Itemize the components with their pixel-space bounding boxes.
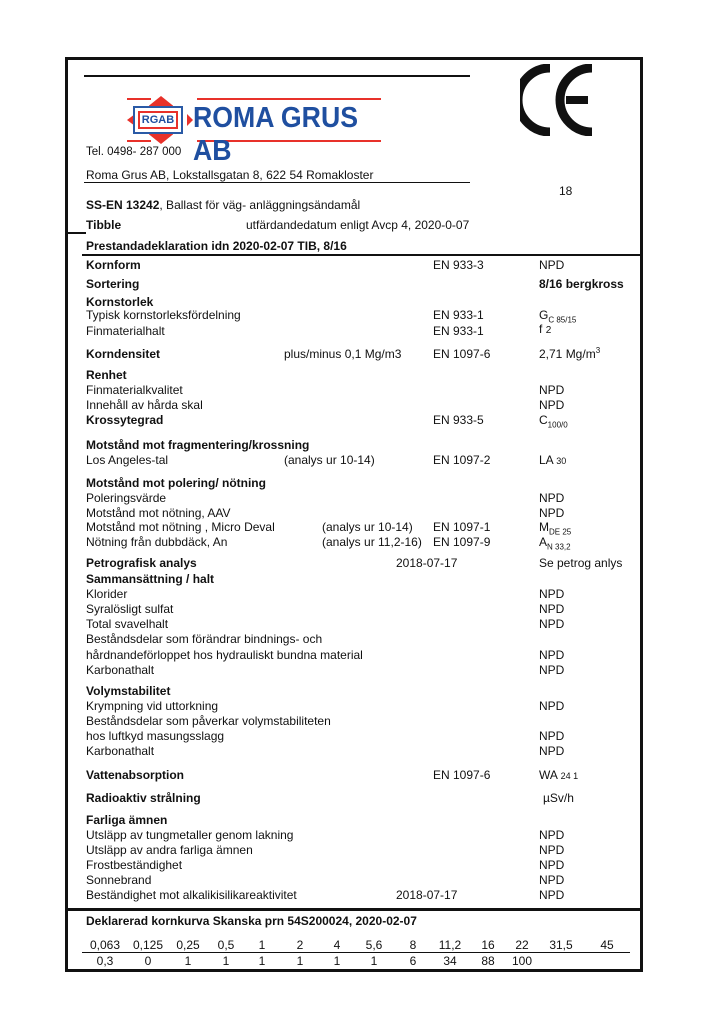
row-label: Utsläpp av tungmetaller genom lakning — [86, 828, 294, 842]
row-value: $C_{100/0}$ — [539, 413, 568, 430]
passing-value: 1 — [258, 954, 266, 968]
row-value: NPD — [539, 398, 565, 412]
logo-wordmark: ROMA GRUS AB — [193, 102, 359, 167]
row-date: 2018-07-17 — [396, 888, 458, 902]
row-value: NPD — [539, 648, 565, 662]
site-name: Tibble — [86, 218, 122, 232]
row-value: 2,71 $Mg/m^3$ — [539, 346, 601, 361]
section-heading: Renhet — [86, 368, 127, 382]
row-value: NPD — [539, 828, 565, 842]
declaration-rule — [82, 254, 643, 256]
passing-value: 1 — [296, 954, 304, 968]
address-rule — [84, 182, 470, 183]
row-label: Karbonathalt — [86, 663, 155, 677]
row-label: Poleringsvärde — [86, 491, 167, 505]
row-label: Frostbeständighet — [86, 858, 183, 872]
passing-value: 1 — [222, 954, 230, 968]
side-tick — [68, 232, 86, 234]
row-note: (analys ur 10-14) — [284, 453, 375, 467]
sieve-size: 0,25 — [176, 938, 200, 952]
sieve-size: 31,5 — [549, 938, 573, 952]
phone: Tel. 0498- 287 000 — [86, 146, 182, 158]
row-value: NPD — [539, 258, 565, 272]
passing-value: 1 — [333, 954, 341, 968]
row-label: Krympning vid uttorkning — [86, 699, 219, 713]
row-method: EN 1097-1 — [433, 520, 491, 534]
row-label: Motstånd mot nötning , Micro Deval — [86, 520, 275, 534]
row-label: Sortering — [86, 277, 140, 291]
row-value: NPD — [539, 506, 565, 520]
standard — [86, 198, 360, 212]
row-value: NPD — [539, 491, 565, 505]
row-label: Krossytegrad — [86, 413, 164, 427]
sieve-size: 0,125 — [132, 938, 164, 952]
row-value: NPD — [539, 873, 565, 887]
row-value: NPD — [539, 383, 565, 397]
row-label: Utsläpp av andra farliga ämnen — [86, 843, 253, 857]
row-value: NPD — [539, 617, 565, 631]
top-rule — [84, 75, 470, 77]
section-heading: Motstånd mot polering/ nötning — [86, 476, 266, 490]
issue-date: utfärdandedatum enligt Avcp 4, 2020-0-07 — [246, 218, 470, 232]
passing-value: 88 — [481, 954, 495, 968]
row-value: NPD — [539, 663, 565, 677]
row-date: 2018-07-17 — [396, 556, 458, 570]
section-heading: Farliga ämnen — [86, 813, 168, 827]
section-heading: Motstånd mot fragmentering/krossning — [86, 438, 310, 452]
section-heading: Sammansättning / halt — [86, 572, 215, 586]
section-heading: Kornstorlek — [86, 295, 154, 309]
row-method: EN 1097-6 — [433, 768, 491, 782]
passing-value: 0 — [144, 954, 152, 968]
row-label: Radioaktiv strålning — [86, 791, 201, 805]
sieve-size: 8 — [409, 938, 417, 952]
row-label: Petrografisk analys — [86, 556, 197, 570]
sieve-size: 2 — [296, 938, 304, 952]
row-label: Syralösligt sulfat — [86, 602, 174, 616]
row-label: Motstånd mot nötning, AAV — [86, 506, 231, 520]
passing-value: 34 — [443, 954, 457, 968]
sieve-size: 0,063 — [89, 938, 121, 952]
row-label: hos luftkyd masungsslagg — [86, 729, 225, 743]
sieve-size: 11,2 — [438, 938, 462, 952]
row-note: plus/minus 0,1 Mg/m3 — [284, 347, 402, 361]
address: Roma Grus AB, Lokstallsgatan 8, 622 54 Romakloster — [86, 168, 374, 182]
row-value: NPD — [539, 699, 565, 713]
row-note: (analys ur 11,2-16) — [322, 535, 422, 549]
row-value: LA 30 — [539, 453, 567, 467]
row-label: Beståndsdelar som förändrar bindnings- och — [86, 632, 323, 646]
ce-year: 18 — [559, 184, 573, 198]
row-label: Finmaterialhalt — [86, 324, 165, 338]
row-value: NPD — [539, 858, 565, 872]
sieve-size: 45 — [600, 938, 614, 952]
row-label: Vattenabsorption — [86, 768, 185, 782]
row-method: EN 933-3 — [433, 258, 484, 272]
sieve-size: 22 — [515, 938, 529, 952]
row-label: Los Angeles-tal — [86, 453, 169, 467]
grading-title: Deklarerad kornkurva Skanska prn 54S200024, 2020-02-07 — [86, 914, 417, 928]
passing-value: 1 — [184, 954, 192, 968]
standard-description: , Ballast för väg- anläggningsändamål — [159, 198, 361, 212]
sieve-size: 5,6 — [365, 938, 383, 952]
row-value: Se petrog anlys — [539, 556, 623, 570]
row-label: Klorider — [86, 587, 128, 601]
row-label: Nötning från dubbdäck, An — [86, 535, 228, 549]
ce-mark-icon — [520, 64, 600, 136]
row-value: NPD — [539, 602, 565, 616]
passing-value: 0,3 — [96, 954, 114, 968]
sieve-size: 1 — [258, 938, 266, 952]
row-method: EN 933-5 — [433, 413, 484, 427]
row-label: Kornform — [86, 258, 141, 272]
row-value: 8/16 bergkross — [539, 277, 624, 291]
row-method: EN 1097-9 — [433, 535, 491, 549]
sieve-size: 4 — [333, 938, 341, 952]
row-method: EN 1097-6 — [433, 347, 491, 361]
row-value: f 2 — [539, 322, 552, 336]
grading-rule — [65, 908, 643, 911]
sieve-size: 16 — [481, 938, 495, 952]
passing-value: 100 — [511, 954, 533, 968]
row-label: Sonnebrand — [86, 873, 152, 887]
row-value: $M_{DE 25}$ — [539, 520, 572, 537]
row-value: $G_{C 85/15}$ — [539, 308, 577, 325]
row-value: NPD — [539, 744, 565, 758]
row-label: Innehåll av hårda skal — [86, 398, 203, 412]
row-method: EN 933-1 — [433, 324, 484, 338]
row-label: Typisk kornstorleksfördelning — [86, 308, 241, 322]
section-heading: Volymstabilitet — [86, 684, 171, 698]
standard-code: SS-EN 13242 — [86, 198, 160, 212]
row-label: Beståndsdelar som påverkar volymstabiliteten — [86, 714, 331, 728]
grading-divider — [82, 952, 630, 953]
row-value: WA 24 1 — [539, 768, 579, 782]
row-label: Finmaterialkvalitet — [86, 383, 183, 397]
row-label: hårdnandeförloppet hos hydrauliskt bundna material — [86, 648, 363, 662]
row-value: µSv/h — [543, 791, 574, 805]
row-label: Beständighet mot alkalikisilikareaktivitet — [86, 888, 297, 902]
passing-value: 1 — [370, 954, 378, 968]
row-value: NPD — [539, 729, 565, 743]
row-note: (analys ur 10-14) — [322, 520, 413, 534]
row-value: NPD — [539, 888, 565, 902]
declaration-title: Prestandadeklaration idn 2020-02-07 TIB, 8/16 — [86, 239, 347, 253]
logo-badge: RGAB — [138, 111, 178, 129]
sieve-size: 0,5 — [217, 938, 235, 952]
row-label: Total svavelhalt — [86, 617, 169, 631]
row-value: $A_{N 33,2}$ — [539, 535, 571, 552]
row-method: EN 933-1 — [433, 308, 484, 322]
row-method: EN 1097-2 — [433, 453, 491, 467]
row-label: Korndensitet — [86, 347, 161, 361]
row-value: NPD — [539, 587, 565, 601]
row-label: Karbonathalt — [86, 744, 155, 758]
row-value: NPD — [539, 843, 565, 857]
passing-value: 6 — [409, 954, 417, 968]
